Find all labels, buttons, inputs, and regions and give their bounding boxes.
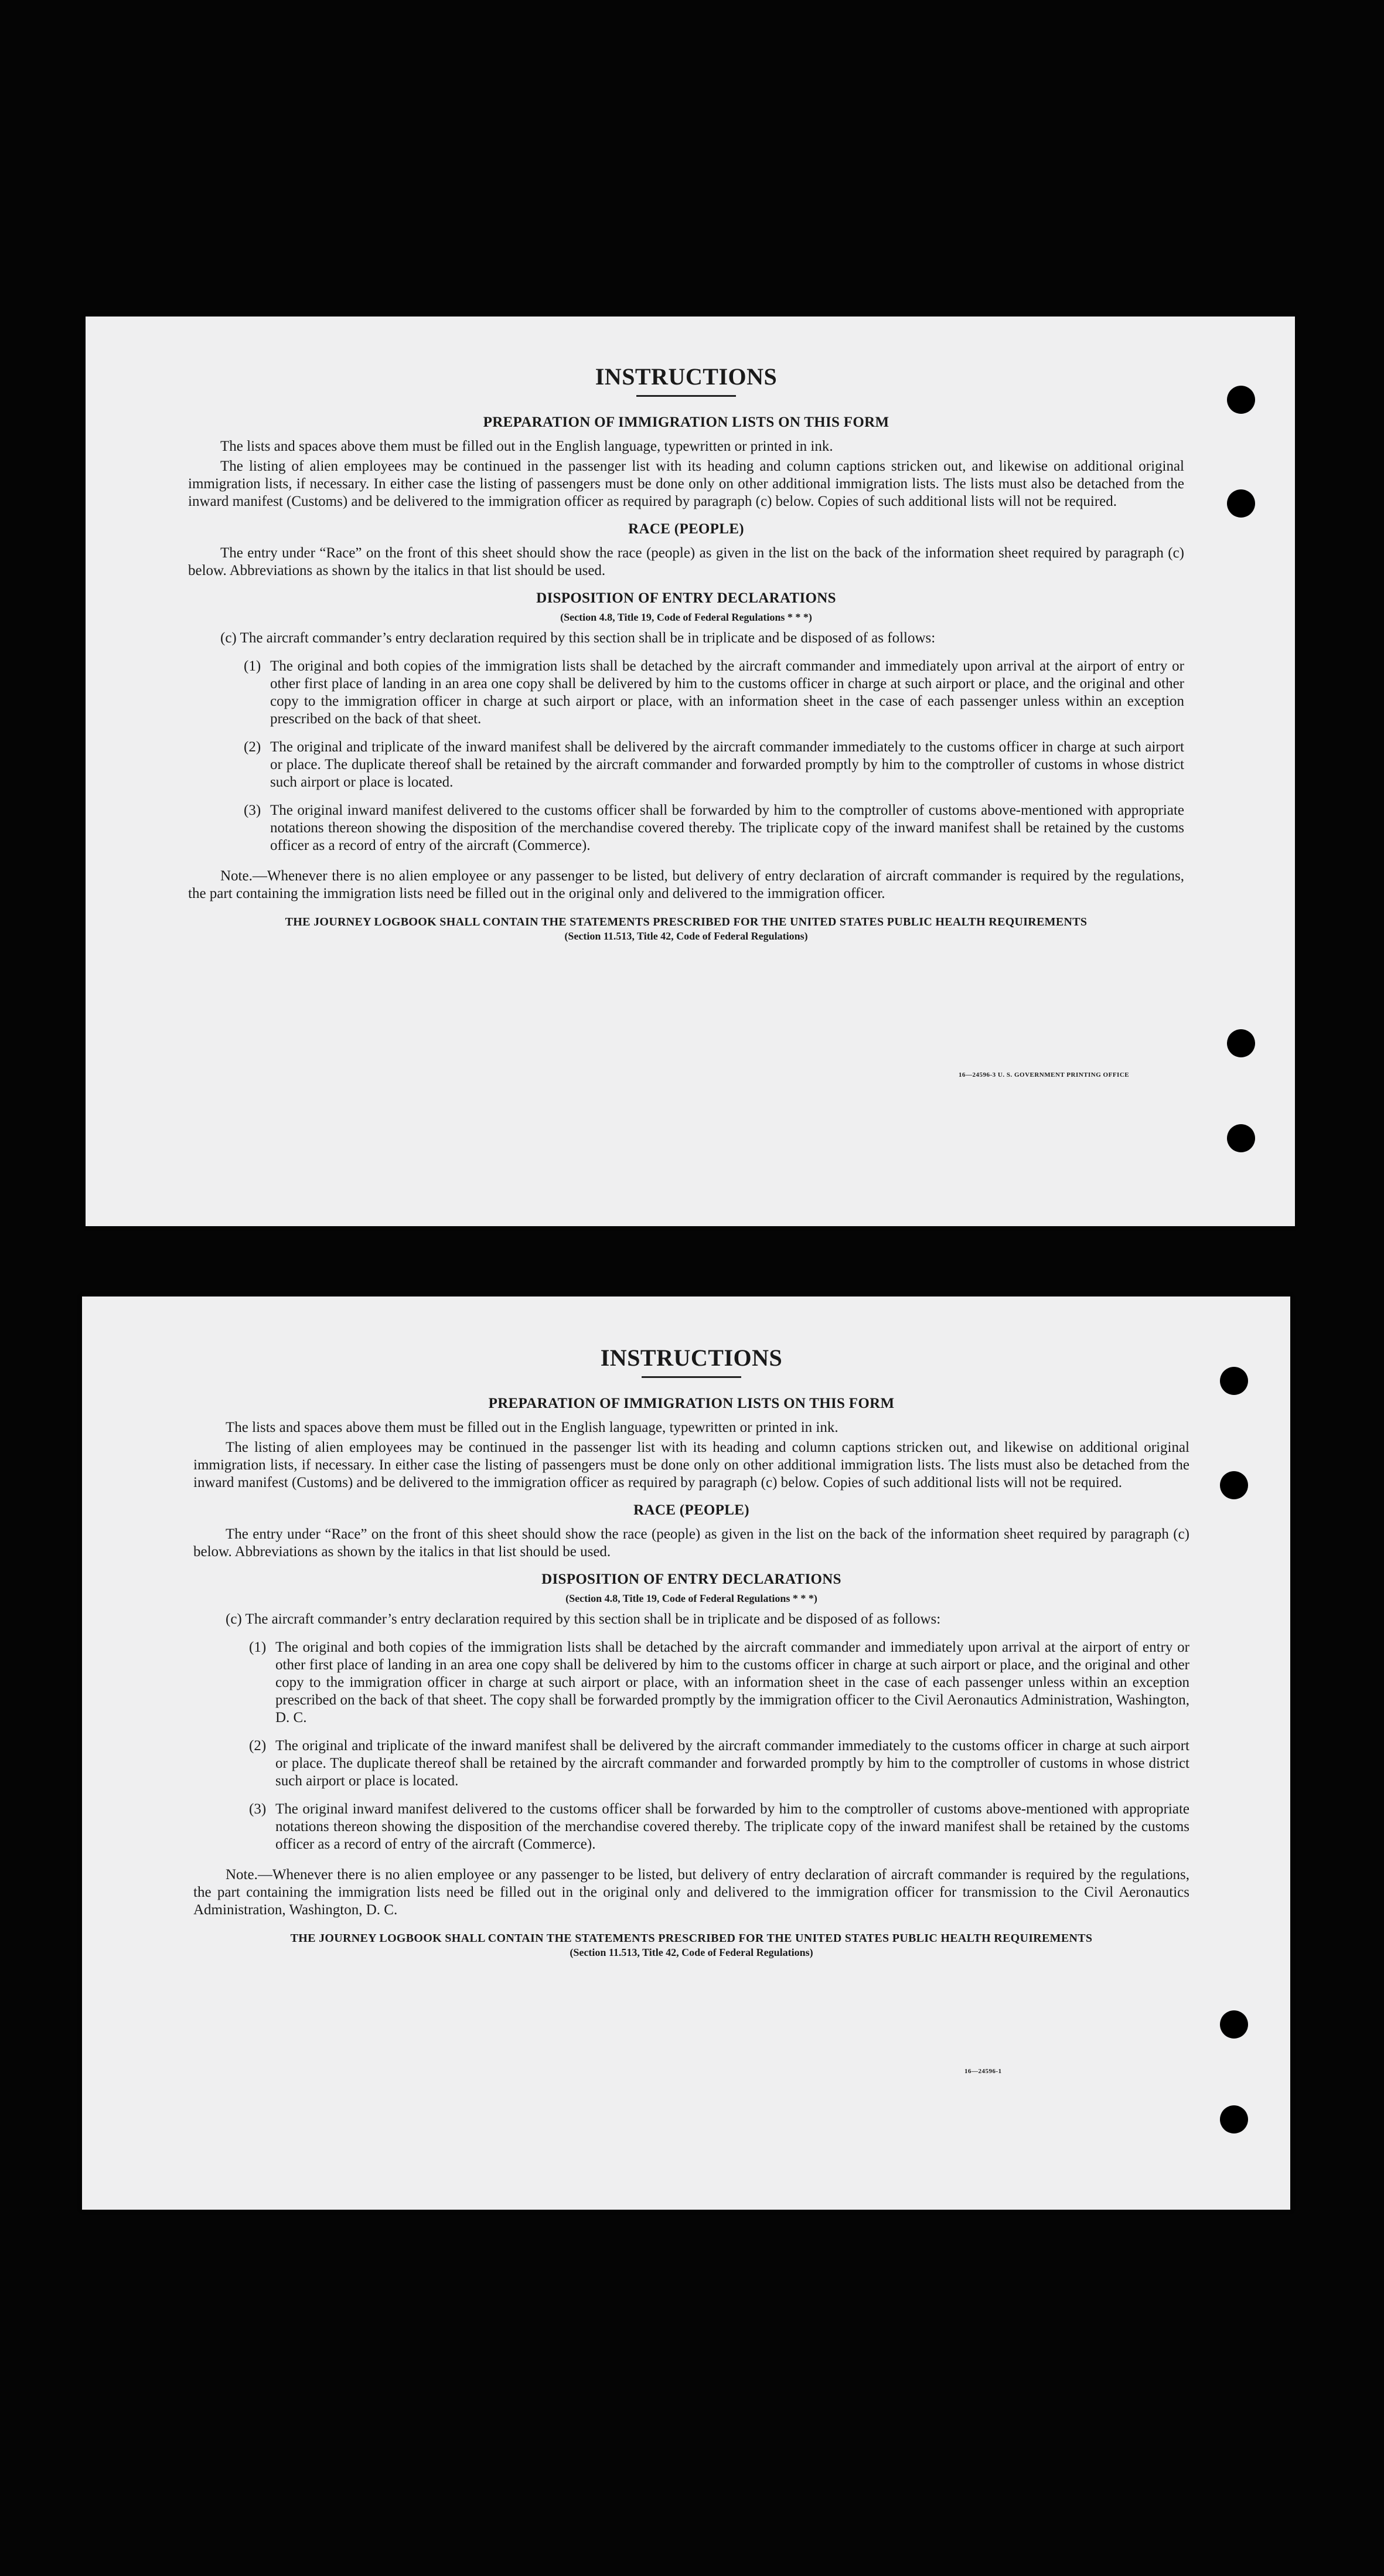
- prep-heading: PREPARATION OF IMMIGRATION LISTS ON THIS FORM: [488, 1396, 895, 1411]
- race-paragraph: The entry under “Race” on the front of this sheet should show the race (people) as given in the list on the back of the information sheet required by paragraph (c) below. Abbreviations as shown by the italics in that list should be used.: [193, 1526, 1189, 1560]
- list-item: [249, 1639, 1189, 1727]
- punch-hole: [1220, 2105, 1248, 2133]
- race-heading: RACE (PEOPLE): [628, 521, 744, 537]
- title-rule: [636, 395, 736, 397]
- page-title: INSTRUCTIONS: [600, 1345, 783, 1371]
- punch-hole: [1227, 489, 1255, 518]
- race-heading: RACE (PEOPLE): [633, 1502, 749, 1518]
- journey-logbook-statement: THE JOURNEY LOGBOOK SHALL CONTAIN THE STATEMENTS PRESCRIBED FOR THE UNITED STATES PUBLIC HEALTH REQUIREMENTS: [285, 916, 1088, 928]
- disposition-paragraph-c: (c) The aircraft commander’s entry declaration required by this section shall be in triplicate and be disposed of as follows:: [220, 630, 936, 646]
- prep-paragraph-1: The lists and spaces above them must be filled out in the English language, typewritten or printed in ink.: [220, 438, 833, 454]
- disposition-heading: DISPOSITION OF ENTRY DECLARATIONS: [536, 590, 836, 606]
- item-number: (1): [244, 658, 261, 674]
- punch-hole: [1227, 1029, 1255, 1057]
- disposition-citation: (Section 4.8, Title 19, Code of Federal Regulations * * *): [560, 611, 812, 623]
- title-rule: [642, 1376, 741, 1378]
- instruction-sheet-bottom: [82, 1296, 1290, 2210]
- punch-hole: [1220, 2010, 1248, 2039]
- item-number: (3): [244, 802, 261, 818]
- prep-paragraph-2: The listing of alien employees may be continued in the passenger list with its heading and column captions stricken out, and likewise on additional original immigration lists, if necessary. In either case the listing of passengers must be done only on other additional immigration lists. The lists must also be detached from the inward manifest (Customs) and be delivered to the immigration officer as required by paragraph (c) below. Copies of such additional lists will not be required.: [188, 458, 1184, 509]
- list-item: [249, 1737, 1189, 1790]
- instruction-sheet-top: [86, 317, 1295, 1226]
- item-number: (2): [249, 1738, 267, 1754]
- item-text: The original inward manifest delivered to the customs officer shall be forwarded by him to the comptroller of customs above-mentioned with appropriate notations thereon showing the disposition of the merchandise covered thereby. The triplicate copy of the inward manifest shall be retained by the customs officer as a record of entry of the aircraft (Commerce).: [270, 802, 1184, 853]
- disposition-paragraph-c: (c) The aircraft commander’s entry declaration required by this section shall be in triplicate and be disposed of as follows:: [226, 1611, 941, 1627]
- list-item: [244, 802, 1184, 855]
- punch-hole: [1220, 1471, 1248, 1499]
- item-number: (2): [244, 739, 261, 755]
- list-item: [249, 1801, 1189, 1853]
- item-number: (3): [249, 1801, 267, 1817]
- punch-hole: [1220, 1367, 1248, 1395]
- form-code: 16—24596-1: [964, 2068, 1002, 2075]
- list-item: [244, 739, 1184, 791]
- prep-heading: PREPARATION OF IMMIGRATION LISTS ON THIS FORM: [483, 414, 889, 430]
- journey-logbook-statement: THE JOURNEY LOGBOOK SHALL CONTAIN THE STATEMENTS PRESCRIBED FOR THE UNITED STATES PUBLIC HEALTH REQUIREMENTS: [290, 1932, 1093, 1945]
- punch-hole: [1227, 1124, 1255, 1152]
- item-text: The original and both copies of the immigration lists shall be detached by the aircraft commander and immediately upon arrival at the airport of entry or other first place of landing in an area one copy shall be delivered by him to the customs officer in charge at such airport or place, and the original and other copy to the immigration officer in charge at such airport or place, with an information sheet in the case of each passenger unless within an exception prescribed on the back of that sheet. The copy shall be forwarded promptly by the immigration officer to the Civil Aeronautics Administration, Washington, D. C.: [275, 1639, 1189, 1726]
- item-number: (1): [249, 1639, 267, 1655]
- disposition-heading: DISPOSITION OF ENTRY DECLARATIONS: [541, 1571, 841, 1587]
- page-title: INSTRUCTIONS: [595, 363, 778, 390]
- item-text: The original and triplicate of the inward manifest shall be delivered by the aircraft commander immediately to the customs officer in charge at such airport or place. The duplicate thereof shall be retained by the aircraft commander and forwarded promptly by him to the comptroller of customs in whose district such airport or place is located.: [270, 739, 1184, 790]
- disposition-citation: (Section 4.8, Title 19, Code of Federal Regulations * * *): [565, 1592, 817, 1604]
- race-paragraph: The entry under “Race” on the front of this sheet should show the race (people) as given in the list on the back of the information sheet required by paragraph (c) below. Abbreviations as shown by the italics in that list should be used.: [188, 545, 1184, 579]
- item-text: The original and both copies of the immigration lists shall be detached by the aircraft commander and immediately upon arrival at the airport of entry or other first place of landing in an area one copy shall be delivered by him to the customs officer in charge at such airport or place, and the original and other copy to the immigration officer in charge at such airport or place, with an information sheet in the case of each passenger unless within an exception prescribed on the back of that sheet.: [270, 658, 1184, 727]
- form-code: 16—24596-3 U. S. GOVERNMENT PRINTING OFFICE: [959, 1071, 1130, 1078]
- journey-citation: (Section 11.513, Title 42, Code of Federal Regulations): [564, 930, 808, 942]
- note-paragraph: Note.—Whenever there is no alien employee or any passenger to be listed, but delivery of entry declaration of aircraft commander is required by the regulations, the part containing the immigration lists need be filled out in the original only and delivered to the immigration officer for transmission to the Civil Aeronautics Administration, Washington, D. C.: [193, 1867, 1189, 1918]
- prep-paragraph-1: The lists and spaces above them must be filled out in the English language, typewritten or printed in ink.: [226, 1420, 838, 1435]
- prep-paragraph-2: The listing of alien employees may be continued in the passenger list with its heading and column captions stricken out, and likewise on additional original immigration lists, if necessary. In either case the listing of passengers must be done only on other additional immigration lists. The lists must also be detached from the inward manifest (Customs) and be delivered to the immigration officer as required by paragraph (c) below. Copies of such additional lists will not be required.: [193, 1440, 1189, 1491]
- journey-citation: (Section 11.513, Title 42, Code of Federal Regulations): [570, 1947, 813, 1958]
- punch-hole: [1227, 386, 1255, 414]
- item-text: The original and triplicate of the inward manifest shall be delivered by the aircraft commander immediately to the customs officer in charge at such airport or place. The duplicate thereof shall be retained by the aircraft commander and forwarded promptly by him to the comptroller of customs in whose district such airport or place is located.: [275, 1738, 1189, 1789]
- item-text: The original inward manifest delivered to the customs officer shall be forwarded by him to the comptroller of customs above-mentioned with appropriate notations thereon showing the disposition of the merchandise covered thereby. The triplicate copy of the inward manifest shall be retained by the customs officer as a record of entry of the aircraft (Commerce).: [275, 1801, 1189, 1852]
- list-item: [244, 658, 1184, 728]
- note-paragraph: Note.—Whenever there is no alien employee or any passenger to be listed, but delivery of entry declaration of aircraft commander is required by the regulations, the part containing the immigration lists need be filled out in the original only and delivered to the immigration officer.: [188, 868, 1184, 901]
